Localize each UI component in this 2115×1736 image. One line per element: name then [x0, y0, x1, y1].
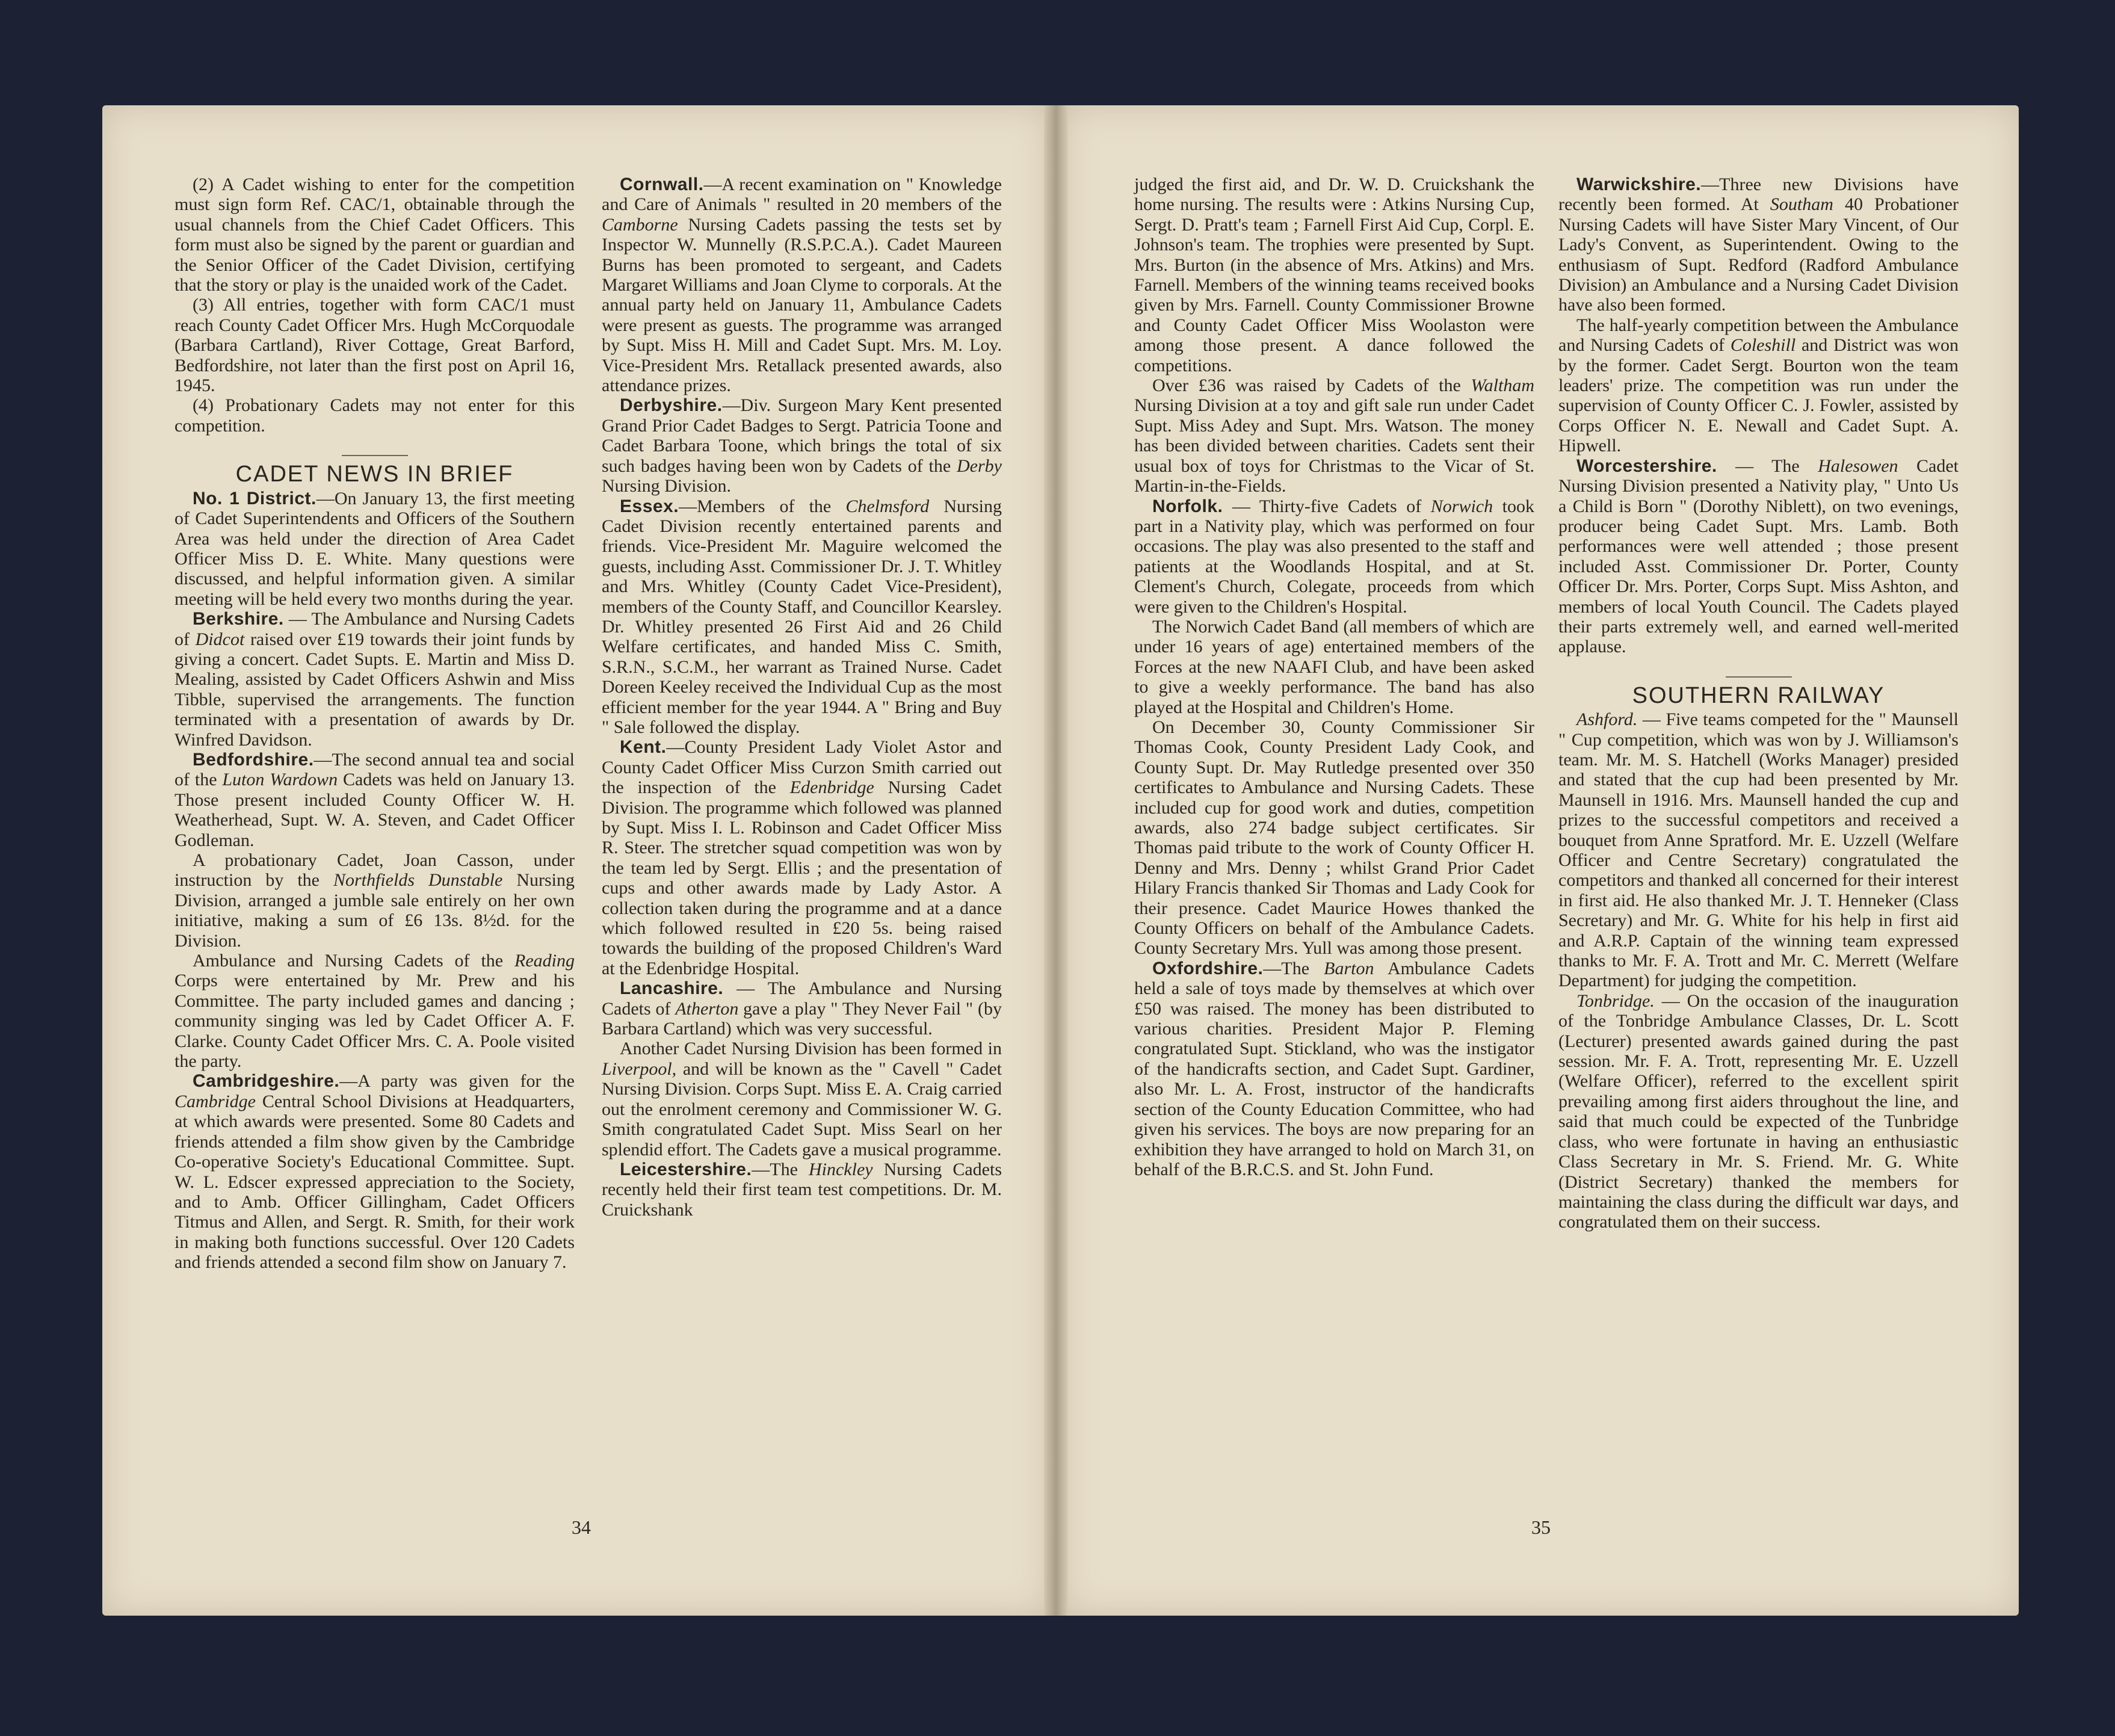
place-name: Hinckley: [808, 1159, 873, 1179]
article-heading: No. 1 District.: [193, 488, 316, 508]
article-heading: Cambridgeshire.: [193, 1071, 340, 1092]
rules-paragraph-2: (2) A Cadet wishing to enter for the competition must sign form Ref. CAC/1, obtainable through the usual channels from the Chief Cadet Officers. This form must also be signed by the parent or guardian and the Senior Officer of the Cadet Division, certifying that the story or play is the unaided work of the Cadet.: [174, 175, 575, 295]
place-name: Waltham: [1471, 375, 1534, 396]
article-text: Nursing Division at a toy and gift sale run under Cadet Supt. Miss Adey and Supt. Mrs. Watson. The money has been divided between charities. Cadets sent their usual box of toys for Christmas to the Vicar of St. Martin-in-the-Fields.: [1134, 395, 1534, 496]
article-text: —County President Lady Violet Astor and County Cadet Officer Miss Curzon Smith carried out the inspection of the: [602, 737, 1002, 798]
article-text: Over £36 was raised by Cadets of the: [1152, 375, 1471, 396]
place-name: Southam: [1770, 194, 1833, 215]
left-column-1: [174, 175, 575, 1273]
article-heading: Norfolk.: [1152, 496, 1223, 516]
book-gutter: [1044, 105, 1068, 1616]
article-text: 40 Probationer Nursing Cadets will have Sister Mary Vincent, of Our Lady's Convent, as Superintendent. Owing to the enthusiasm of Supt. Redford (Radford Ambulance Division) an Ambulance and a Nursing Cadet Division have also been formed.: [1558, 194, 1959, 315]
article-text: — Five teams competed for the " Maunsell " Cup competition, which was won by J. Williamson's team. Mr. M. S. Hatchell (Works Manager) presided and stated that the cup had been presented by Mr. Maunsell in 1916. Mrs. Maunsell handed the cup and prizes to the successful competitors and received a bouquet from Anne Spratford. Mr. E. Uzzell (Welfare Officer and Centre Secretary) congratulated the competitors and thanked all concerned for their interest in first aid. He also thanked Mr. J. T. Henneker (Class Secretary) and Mr. G. White for his help in first aid and A.R.P. Captain of the winning team expressed thanks to Mr. F. A. Trott and Mr. C. Merrett (Welfare Department) for judging the competition.: [1558, 709, 1959, 991]
article-text: Nursing Cadets passing the tests set by Inspector W. Munnelly (R.S.P.C.A.). Cadet Maureen Burns has been promoted to sergeant, and Cadets Margaret Williams and Joan Clyme to corporals. At the annual party held on January 11, Ambulance Cadets were present as guests. The programme was arranged by Supt. Miss H. Mill and Cadet Supt. Mrs. M. Loy. Vice-President Mrs. Retallack presented awards, also attendance prizes.: [602, 214, 1002, 396]
article-norfolk-certificates: On December 30, County Commissioner Sir Thomas Cook, County President Lady Cook, and County Supt. Dr. May Rutledge presented over 350 certificates to Ambulance and Nursing Cadets. These included cup for good work and duties, competition awards, also 274 badge subject certificates. Sir Thomas paid tribute to the work of County Officer H. Denny and Mrs. Denny ; whilst Grand Prior Cadet Hilary Francis thanked Sir Thomas and Lady Cook for their presence. Cadet Maurice Howes thanked the County Officers on behalf of the Ambulance Cadets. County Secretary Mrs. Yull was among those present.: [1134, 717, 1534, 959]
article-bedfordshire-3: [174, 951, 575, 1071]
article-leicestershire: [602, 1160, 1002, 1220]
article-text: —The second annual tea and social of the: [174, 749, 575, 790]
article-text: and District was won by the former. Cadet Sergt. Bourton won the team leaders' prize. The competition was run under the supervision of County Officer C. J. Fowler, assisted by Corps Officer N. E. Newall and Cadet Supt. A. Hipwell.: [1558, 335, 1959, 456]
article-text: — On the occasion of the inauguration of the Tonbridge Ambulance Classes, Dr. L. Scott (Lecturer) presented awards gained during the past session. Mr. F. A. Trott, representing Mr. E. Uzzell (Welfare Officer), referred to the excellent spirit prevailing among first aiders throughout the line, and said that much could be expected of the Tunbridge class, who were fortunate in having an enthusiastic Class Secretary in Mr. S. Friend. Mr. G. White (District Secretary) thanked the members for maintaining the class during the difficult war days, and congratulated them on their success.: [1558, 990, 1959, 1232]
place-name: Atherton: [675, 998, 739, 1019]
place-name: Northfields Dunstable: [333, 870, 503, 891]
article-heading: Cornwall.: [620, 175, 704, 194]
article-text: Another Cadet Nursing Division has been formed in: [620, 1039, 1002, 1059]
right-column-1: [1134, 175, 1534, 1179]
article-heading: Leicestershire.: [620, 1159, 752, 1179]
article-text: —The: [752, 1159, 809, 1179]
article-oxfordshire: [1134, 959, 1534, 1179]
article-text: Nursing Cadet Division. The programme which followed was planned by Supt. Miss I. L. Robinson and Cadet Officer Miss R. Steer. The stretcher squad competition was won by the team led by Sergt. Ellis ; and the presentation of cups and other awards made by Lady Astor. A collection taken during the programme and at a dance which followed resulted in £20 5s. being raised towards the building of the proposed Children's Ward at the Edenbridge Hospital.: [602, 777, 1002, 978]
place-name: Cambridge: [174, 1091, 256, 1111]
article-text: —Three new Divisions have recently been formed. At: [1558, 175, 1959, 215]
article-norfolk: [1134, 496, 1534, 617]
place-name: Luton Wardown: [222, 770, 338, 790]
article-text: Central School Divisions at Headquarters, at which awards were presented. Some 80 Cadets and friends attended a film show given by the Cambridge Co-operative Society's Educational Committee. Supt. W. L. Edscer expressed appreciation to the Society, and to Amb. Officer Gillingham, Cadet Officers Titmus and Allen, and Sergt. R. Smith, for their work in making both functions successful. Over 120 Cadets and friends attended a second film show on January 7.: [174, 1091, 575, 1273]
section-divider: [1726, 676, 1792, 678]
article-text: — Thirty-five Cadets of: [1223, 496, 1431, 516]
article-bedfordshire-2: [174, 850, 575, 951]
article-heading: Kent.: [620, 737, 667, 758]
article-text: gave a play " They Never Fail " (by Barbara Cartland) which was very successful.: [602, 998, 1002, 1039]
article-heading: Derbyshire.: [620, 395, 723, 416]
article-text: took part in a Nativity play, which was performed on four occasions. The play was also presented to the staff and patients at the Woodlands Hospital, and at St. Clement's Church, Colegate, proceeds from which were given to the Children's Hospital.: [1134, 496, 1534, 617]
article-text: Ambulance Cadets held a sale of toys made by themselves at which over £50 was raised. The money has been distributed to various charities. President Major P. Fleming congratulated Supt. Stickland, who was the instigator of the handicrafts section, and Cadet Supt. Gardiner, also Mr. L. A. Frost, instructor of the handicrafts section of the County Education Committee, who had given his services. The boys are now preparing for an exhibition they have arranged to hold on March 31, on behalf of the B.R.C.S. and St. John Fund.: [1134, 958, 1535, 1179]
article-text: Ambulance and Nursing Cadets of the: [193, 951, 515, 971]
article-district: [174, 489, 575, 609]
article-heading: Lancashire.: [620, 978, 724, 999]
article-leicestershire-continued: judged the first aid, and Dr. W. D. Cruickshank the home nursing. The results were : Atkins Nursing Cup, Sergt. D. Pratt's team ; Farnell First Aid Cup, Corpl. E. Johnson's team. The trophies were presented by Supt. Mrs. Burton (in the absence of Mrs. Atkins) and Mrs. Farnell. Members of the winning teams received books given by Mrs. Farnell. County Commissioner Browne and County Cadet Officer Miss Woolaston were among those present. A dance followed the competitions.: [1134, 175, 1534, 375]
place-name: Barton: [1324, 958, 1374, 978]
place-name: Norwich: [1430, 496, 1493, 516]
article-warwickshire: [1558, 175, 1959, 315]
place-name: Halesowen: [1818, 456, 1898, 476]
article-kent: [602, 737, 1002, 978]
section-title-southern-railway: SOUTHERN RAILWAY: [1632, 682, 1885, 708]
article-text: —A recent examination on " Knowledge and Care of Animals " resulted in 20 members of the: [602, 175, 1002, 215]
article-heading: Warwickshire.: [1576, 175, 1702, 194]
article-heading: Bedfordshire.: [193, 749, 314, 770]
place-name: Derby: [957, 456, 1002, 476]
section-title-cadet-news: CADET NEWS IN BRIEF: [235, 462, 514, 487]
article-derbyshire: [602, 395, 1002, 496]
right-column-2: [1558, 175, 1959, 1232]
article-text: — The Ambulance and Nursing Cadets of: [602, 978, 1002, 1019]
article-waltham: [1134, 375, 1534, 496]
article-heading: Essex.: [620, 496, 679, 516]
article-text: —On January 13, the first meeting of Cadet Superintendents and Officers of the Southern Area was held under the direction of Area Cadet Officer Miss D. E. White. Many questions were discussed, and helpful information given. A similar meeting will be held every two months during the year.: [174, 488, 575, 609]
article-text: —The: [1263, 958, 1324, 978]
article-text: Nursing Division.: [602, 476, 732, 496]
article-text: raised over £19 towards their joint funds by giving a concert. Cadet Supts. E. Martin and Miss D. Mealing, assisted by Cadet Officers Ashwin and Miss Tibble, supervised the arrangements. The function terminated with a presentation of awards by Dr. Winfred Davidson.: [174, 629, 575, 750]
place-name: Camborne: [602, 214, 678, 235]
place-name: Edenbridge: [789, 777, 874, 798]
article-heading: Worcestershire.: [1576, 456, 1717, 476]
article-ashford: [1558, 709, 1959, 991]
article-berkshire: [174, 609, 575, 750]
article-text: —Members of the: [679, 496, 846, 516]
article-warwickshire-2: [1558, 315, 1959, 456]
article-tonbridge: [1558, 991, 1959, 1232]
article-bedfordshire: [174, 750, 575, 850]
place-name: Ashford.: [1576, 709, 1638, 730]
article-text: — The: [1717, 456, 1818, 476]
article-heading: Berkshire.: [193, 609, 284, 629]
left-column-2: [602, 175, 1002, 1220]
article-essex: [602, 496, 1002, 738]
page-number-right: 35: [1531, 1516, 1551, 1538]
rules-paragraph-3: (3) All entries, together with form CAC/1 must reach County Cadet Officer Mrs. Hugh McCorquodale (Barbara Cartland), River Cottage, Great Barford, Bedfordshire, not later than the first post on April 16, 1945.: [174, 295, 575, 396]
place-name: Chelmsford: [845, 496, 930, 516]
article-text: A probationary Cadet, Joan Casson, under instruction by the: [174, 850, 575, 891]
article-text: Nursing Division, arranged a jumble sale entirely on her own initiative, making a sum of £6 13s. 8½d. for the Division.: [174, 870, 575, 951]
article-text: —A party was given for the: [339, 1071, 575, 1092]
article-cornwall: [602, 175, 1002, 395]
article-text: Nursing Cadet Division recently entertained parents and friends. Vice-President Mr. Maguire welcomed the guests, including Asst. Commissioner Dr. J. T. Whitley and Mrs. Whitley (County Cadet Vice-President), members of the County Staff, and Councillor Kearsley. Dr. Whitley presented 26 First Aid and 26 Child Welfare certificates, and handed Miss C. Smith, S.R.N., S.C.M., her warrant as Trained Nurse. Cadet Doreen Keeley received the Individual Cup as the most efficient member for the year 1944. A " Bring and Buy " Sale followed the display.: [602, 496, 1002, 737]
article-text: Nursing Cadets recently held their first team test competitions. Dr. M. Cruickshank: [602, 1159, 1002, 1220]
article-worcestershire: [1558, 456, 1959, 657]
article-norfolk-band: The Norwich Cadet Band (all members of which are under 16 years of age) entertained members of the Forces at the new NAAFI Club, and have been asked to give a weekly performance. The band has also played at the Hospital and Children's Home.: [1134, 616, 1534, 717]
article-lancashire-2: [602, 1039, 1002, 1159]
article-text: Cadet Nursing Division presented a Nativity play, " Unto Us a Child is Born " (Dorothy Niblett), on two evenings, producer being Cadet Supt. Mrs. Lamb. Both performances were well attended ; those present included Asst. Commissioner Dr. Porter, County Officer Dr. Mrs. Porter, Corps Supt. Miss Ashton, and members of local Youth Council. The Cadets played their parts extremely well, and earned well-merited applause.: [1558, 456, 1959, 657]
place-name: Reading: [514, 951, 575, 971]
article-text: Cadets was held on January 13. Those present included County Officer W. H. Weatherhead, Supt. W. A. Steven, and Cadet Officer Godleman.: [174, 770, 575, 850]
place-name: Coleshill: [1730, 335, 1796, 356]
article-text: The half-yearly competition between the Ambulance and Nursing Cadets of: [1558, 315, 1959, 356]
article-text: and will be known as the " Cavell " Cadet Nursing Division. Corps Supt. Miss E. A. Craig carried out the enrolment ceremony and Commissioner W. G. Smith congratulated Cadet Supt. Miss Searl on her splendid effort. The Cadets gave a musical programme.: [602, 1058, 1002, 1160]
article-text: — The Ambulance and Nursing Cadets of: [174, 609, 575, 649]
section-divider: [342, 455, 408, 456]
place-name: Liverpool,: [602, 1058, 677, 1079]
article-cambridgeshire: [174, 1071, 575, 1272]
place-name: Tonbridge.: [1576, 990, 1655, 1011]
rules-paragraph-4: (4) Probationary Cadets may not enter for this competition.: [174, 395, 575, 436]
article-text: —Div. Surgeon Mary Kent presented Grand Prior Cadet Badges to Sergt. Patricia Toone and Cadet Barbara Toone, which brings the total of six such badges having been won by Cadets of the: [602, 395, 1002, 476]
article-lancashire: [602, 978, 1002, 1039]
place-name: Didcot: [195, 629, 245, 649]
article-text: Corps were entertained by Mr. Prew and his Committee. The party included games and dancing ; community singing was led by Cadet Officer A. F. Clarke. County Cadet Officer Mrs. C. A. Poole visited the party.: [174, 971, 575, 1072]
article-heading: Oxfordshire.: [1152, 958, 1264, 978]
page-number-left: 34: [572, 1516, 591, 1538]
